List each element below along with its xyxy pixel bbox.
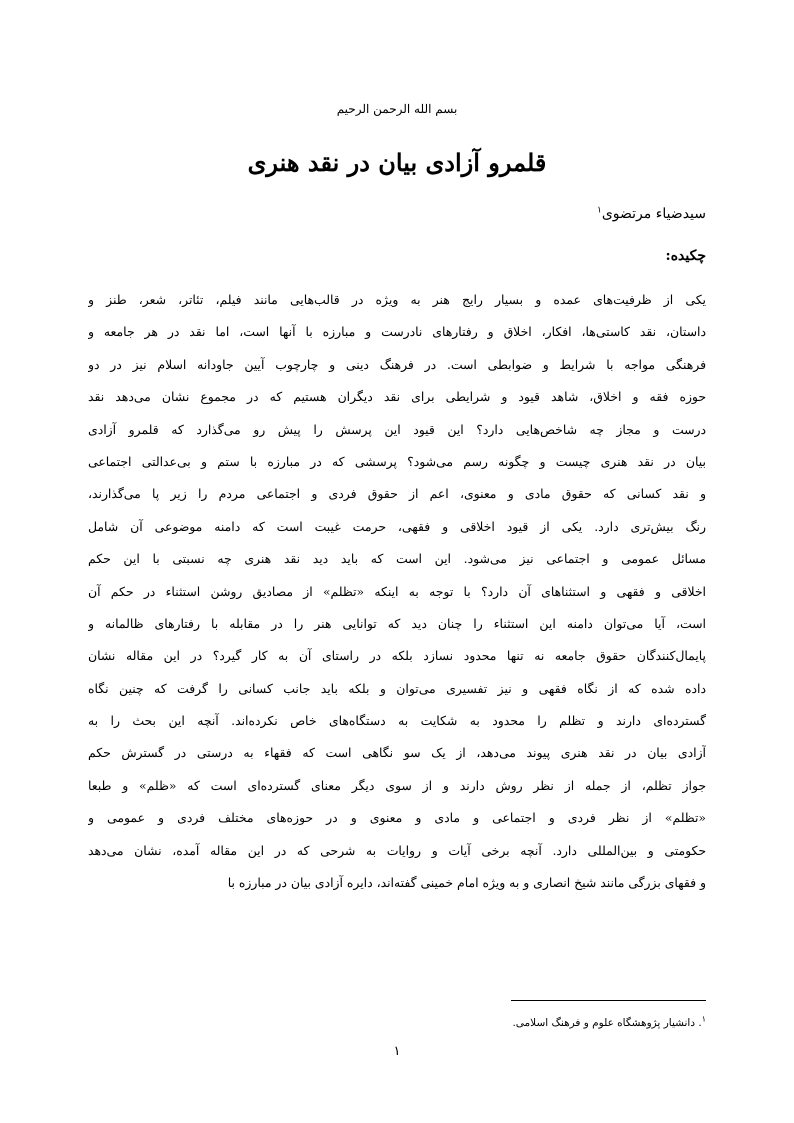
footnote-marker: ۱	[701, 1014, 706, 1024]
abstract-line: داستان، نقد کاستی‌ها، افکار، اخلاق و رفتارهای نادرست و مبارزه با آنها است، اما نقد در هر جامعه و	[88, 324, 706, 340]
abstract-line: اخلاقی و فقهی و استثناهای آن دارد؟ با توجه به اینکه «تظلم» از مصادیق روشن استثناء در حکم آن	[88, 583, 706, 599]
bismillah-line: بسم الله الرحمن الرحیم	[336, 102, 458, 116]
page-number: ۱	[393, 1044, 401, 1059]
abstract-line: آزادی بیان در نقد هنری پیوند می‌دهد، از یک سو نگاهی است که فقهاء به درستی در گسترش حکم	[88, 745, 706, 761]
abstract-line: یکی از ظرفیت‌های عمده و بسیار رایج هنر به ویژه در قالب‌هایی مانند فیلم، تئاتر، شعر، طنز و	[88, 292, 706, 307]
abstract-line: داده شده که از نگاه فقهی و نیز تفسیری می‌توان و بلکه باید جانب کسانی را گرفت که چنین نگاه	[88, 680, 706, 696]
abstract-line: گسترده‌ای دارند و تظلم را محدود به شکایت به دستگاه‌های خاص نکرده‌اند. آنچه این بحث را به	[88, 713, 706, 729]
abstract-line: مسائل عمومی و اجتماعی نیز می‌شود. این است که باید دید نقد هنری چه نسبتی با این حکم	[88, 551, 706, 567]
abstract-line: بیان در نقد هنری چیست و چگونه رسم می‌شود؟ پرسشی که در مبارزه با ستم و بی‌عدالتی اجتماعی	[88, 453, 706, 469]
abstract-line: حکومتی و بین‌المللی دارد. آنچه برخی آیات و روایات به شرحی که در این مقاله آمده، نشان می‌دهد	[88, 842, 706, 858]
abstract-line: و نقد کسانی که حقوق مادی و معنوی، اعم از حقوق فردی و اجتماعی مردم را زیر پا می‌گذارند،	[88, 486, 706, 502]
abstract-line: جواز تظلم، از جمله از نظر روش دارند و از سوی دیگر معنای گسترده‌ای است که «ظلم» و طبعا	[88, 777, 706, 793]
footnote-divider	[511, 1000, 706, 1001]
footnote	[512, 1015, 706, 1031]
abstract-heading: چکیده:	[665, 248, 706, 264]
abstract-line: است، آیا می‌توان دامنه این استثناء را چنان دید که توانایی هنر را در مقابله با رفتارهای ظالمانه و	[88, 615, 706, 631]
abstract-line: رنگ بیش‌تری دارد. یکی از قیود اخلاقی و فقهی، حرمت غیبت است که دامنه موضوعی آن شامل	[88, 518, 706, 534]
article-title: قلمرو آزادی بیان در نقد هنری	[247, 148, 547, 177]
abstract-line: و فقهای بزرگی مانند شیخ انصاری و به ویژه امام خمینی گفته‌اند، دایره آزادی بیان در مبارزه با	[227, 875, 706, 891]
abstract-line: پایمال‌کنندگان حقوق جامعه نه تنها محدود نسازد بلکه در راستای آن به کار گیرد؟ در این مقاله نشان	[88, 648, 706, 664]
author-name: سیدضیاء مرتضوی	[601, 206, 706, 222]
abstract-line: حوزه فقه و اخلاق، شاهد قیود و شرایطی برای نقد دیگران هستیم که در مجموع نشان می‌دهد نقد	[88, 389, 706, 405]
footnote-text: . دانشیار پژوهشگاه علوم و فرهنگ اسلامی.	[512, 1017, 702, 1029]
abstract-line: «تظلم» از نظر فردی و اجتماعی و مادی و معنوی و در حوزه‌های مختلف فردی و عمومی و	[88, 810, 706, 826]
abstract-line: درست و مجاز چه شاخص‌هایی دارد؟ این قیود این پرسش را پیش رو می‌گذارد که قلمرو آزادی	[88, 421, 706, 437]
abstract-line: فرهنگی مواجه با شرایط و ضوابطی است. در فرهنگ دینی و چارچوب آیین جاودانه اسلام نیز در دو	[88, 356, 706, 372]
author-line	[597, 204, 706, 224]
abstract-body	[88, 288, 706, 903]
author-footnote-marker: ۱	[596, 205, 602, 216]
